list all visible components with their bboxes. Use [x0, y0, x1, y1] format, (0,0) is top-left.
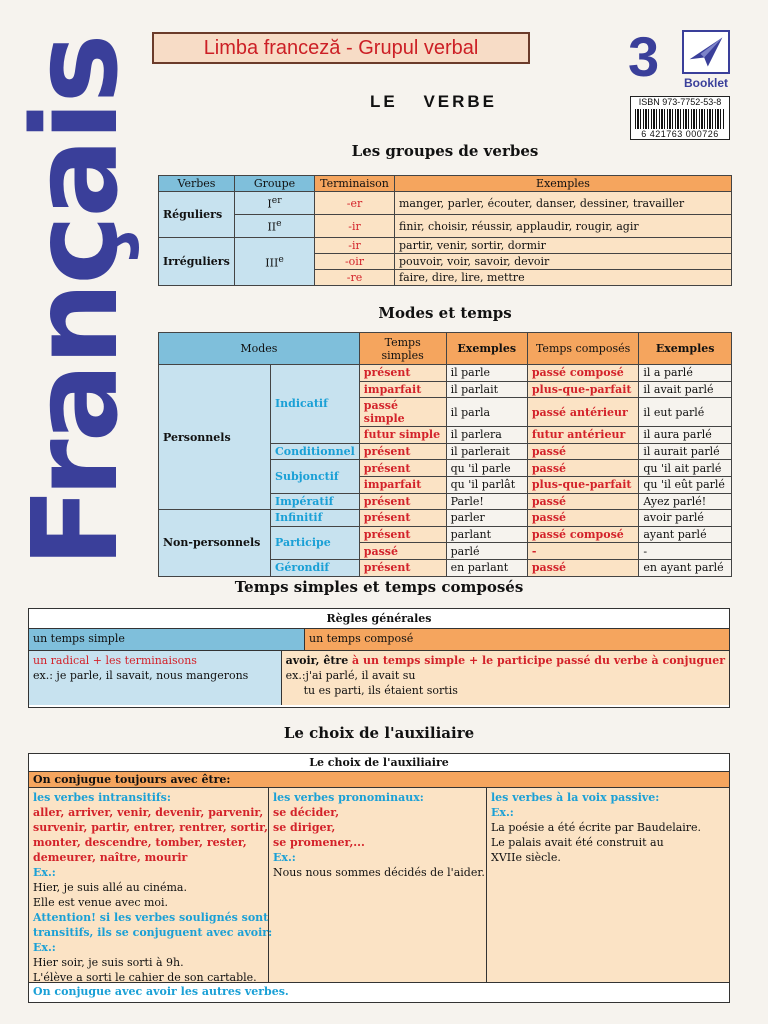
col-exemples-1: Exemples: [446, 333, 527, 365]
compose-aux: avoir, être: [285, 654, 349, 667]
ex-label: Ex.:: [491, 806, 514, 819]
simple-tense: imparfait: [359, 476, 446, 493]
isbn-barcode: [630, 96, 730, 140]
compound-example: Ayez parlé!: [639, 493, 732, 510]
compound-tense: passé composé: [527, 526, 639, 543]
simple-tense: présent: [359, 443, 446, 460]
compound-tense: plus-que-parfait: [527, 476, 639, 493]
example-line: Hier soir, je suis sorti à 9h.: [33, 956, 184, 969]
simple-body: [29, 651, 282, 705]
compound-tense: -: [527, 543, 639, 560]
subject-separator: -: [346, 37, 353, 59]
barcode-digits: 6 421763 000726: [641, 129, 719, 139]
compound-example: il a parlé: [639, 365, 732, 382]
page-heading: LE VERBE: [370, 92, 498, 111]
ex-label: Ex.:: [33, 941, 56, 954]
compound-example: en ayant parlé: [639, 559, 732, 576]
mode-row: [159, 365, 732, 382]
tenses-rules-box: [28, 608, 730, 708]
col-temps-simples: Temps simples: [359, 333, 446, 365]
simple-tense: présent: [359, 365, 446, 382]
mode-row: [159, 510, 732, 527]
compound-example: ayant parlé: [639, 526, 732, 543]
verbs-line: monter, descendre, tomber, rester,: [33, 836, 247, 849]
compound-example: il eut parlé: [639, 398, 732, 427]
col-exemples: Exemples: [395, 176, 732, 192]
rules-title: Règles générales: [29, 609, 729, 629]
example-line: Hier, je suis allé au cinéma.: [33, 881, 187, 894]
gerondif-label: Gérondif: [271, 559, 360, 576]
paper-plane-icon: [682, 30, 730, 74]
term-re: -re: [315, 270, 395, 286]
example-line: Elle est venue avec moi.: [33, 896, 169, 909]
group-2: IIe: [235, 215, 315, 238]
regular-label: Réguliers: [159, 192, 235, 238]
participe-label: Participe: [271, 526, 360, 559]
booklet-label: Booklet: [684, 76, 729, 90]
compound-tense: passé: [527, 559, 639, 576]
compound-tense: futur antérieur: [527, 427, 639, 444]
simple-tense: présent: [359, 493, 446, 510]
simple-example: Parle!: [446, 493, 527, 510]
compose-body: [282, 651, 729, 705]
example-line: Nous nous sommes décidés de l'aider.: [273, 866, 485, 879]
col-modes: Modes: [159, 333, 360, 365]
compound-tense: plus-que-parfait: [527, 381, 639, 398]
compose-rule: à un temps simple + le participe passé du verbe à conjuguer: [348, 654, 725, 667]
compound-example: il aura parlé: [639, 427, 732, 444]
isbn-text: ISBN 973-7752-53-8: [638, 97, 722, 107]
simple-example: il parle: [446, 365, 527, 382]
verbs-line: aller, arriver, venir, devenir, parvenir,: [33, 806, 264, 819]
example-line: L'élève a sorti le cahier de son cartable.: [33, 971, 257, 984]
intransitifs-head: les verbes intransitifs:: [33, 791, 171, 804]
ex-label: Ex.:: [273, 851, 296, 864]
ex-re: faire, dire, lire, mettre: [395, 270, 732, 286]
attention-line: transitifs, ils se conjuguent avec avoir:: [33, 926, 273, 939]
avoir-line: On conjugue avec avoir les autres verbes.: [29, 982, 729, 1000]
verbs-line: se décider,: [273, 806, 340, 819]
modes-table: [158, 332, 732, 577]
non_personnels-label: Non-personnels: [159, 510, 271, 576]
example-line: XVIIe siècle.: [491, 851, 561, 864]
compound-tense: passé antérieur: [527, 398, 639, 427]
col-verbes: Verbes: [159, 176, 235, 192]
compound-tense: passé composé: [527, 365, 639, 382]
term-ir3: -ir: [315, 238, 395, 254]
ex-oir: pouvoir, voir, savoir, devoir: [395, 254, 732, 270]
passive-head: les verbes à la voix passive:: [491, 791, 660, 804]
verbs-line: se promener,...: [273, 836, 365, 849]
aux-title: Le choix de l'auxiliaire: [283, 724, 475, 742]
term-er: -er: [315, 192, 395, 215]
compound-example: avoir parlé: [639, 510, 732, 527]
attention-line: Attention! si les verbes soulignés sont: [33, 911, 269, 924]
irregular-label: Irréguliers: [159, 238, 235, 286]
term-oir: -oir: [315, 254, 395, 270]
example-line: Le palais avait été construit au: [491, 836, 664, 849]
personnels-label: Personnels: [159, 365, 271, 510]
compound-tense: passé: [527, 493, 639, 510]
simple-example: qu 'il parle: [446, 460, 527, 477]
compound-example: il aurait parlé: [639, 443, 732, 460]
infinitif-label: Infinitif: [271, 510, 360, 527]
simple-tense: futur simple: [359, 427, 446, 444]
side-title: Français: [6, 36, 144, 568]
booklet-number: 3: [628, 25, 660, 88]
aux-col-passive: [487, 788, 729, 982]
pronominaux-head: les verbes pronominaux:: [273, 791, 424, 804]
col-temps-composes: Temps composés: [527, 333, 639, 365]
imperatif-label: Impératif: [271, 493, 360, 510]
term-ir: -ir: [315, 215, 395, 238]
compound-tense: passé: [527, 460, 639, 477]
etre-head: On conjugue toujours avec être:: [29, 772, 729, 788]
compose-head: un temps composé: [305, 629, 729, 651]
simple-rule: un radical + les terminaisons: [33, 654, 197, 667]
simple-example: ex.: je parle, il savait, nous mangerons: [33, 669, 249, 682]
simple-example: en parlant: [446, 559, 527, 576]
col-terminaison: Terminaison: [315, 176, 395, 192]
subject-left: Limba franceză: [203, 37, 341, 59]
ex-ir: finir, choisir, réussir, applaudir, rougir, agir: [395, 215, 732, 238]
col-exemples-2: Exemples: [639, 333, 732, 365]
simple-example: qu 'il parlât: [446, 476, 527, 493]
simple-example: il parlait: [446, 381, 527, 398]
compound-example: il avait parlé: [639, 381, 732, 398]
simple-example: il parla: [446, 398, 527, 427]
ex-label: Ex.:: [33, 866, 56, 879]
simple-tense: présent: [359, 510, 446, 527]
simple-tense: passé simple: [359, 398, 446, 427]
example-line: La poésie a été écrite par Baudelaire.: [491, 821, 702, 834]
group-1: Ier: [235, 192, 315, 215]
aux-box: [28, 753, 730, 1003]
group-3: IIIe: [235, 238, 315, 286]
ex-ir3: partir, venir, sortir, dormir: [395, 238, 732, 254]
simple-example: parlé: [446, 543, 527, 560]
ex-er: manger, parler, écouter, danser, dessiner, travailler: [395, 192, 732, 215]
verbs-line: se diriger,: [273, 821, 336, 834]
subject-banner: [152, 32, 530, 64]
groups-title: Les groupes de verbes: [351, 142, 539, 160]
aux-col-pronominaux: [269, 788, 487, 982]
col-groupe: Groupe: [235, 176, 315, 192]
compose-example-1: ex.:j'ai parlé, il avait su: [285, 669, 416, 682]
simple-tense: imparfait: [359, 381, 446, 398]
simple-head: un temps simple: [29, 629, 305, 651]
booklet-logo: [628, 25, 734, 96]
conditionnel-label: Conditionnel: [271, 443, 360, 460]
aux-box-title: Le choix de l'auxiliaire: [29, 754, 729, 772]
groups-table: [158, 175, 732, 286]
simple-example: parler: [446, 510, 527, 527]
tenses-title: Temps simples et temps composés: [234, 578, 524, 596]
verbs-line: survenir, partir, entrer, rentrer, sortir,: [33, 821, 268, 834]
compound-example: -: [639, 543, 732, 560]
simple-example: il parlera: [446, 427, 527, 444]
indicatif-label: Indicatif: [271, 365, 360, 444]
simple-tense: passé: [359, 543, 446, 560]
compound-tense: passé: [527, 443, 639, 460]
subjonctif-label: Subjonctif: [271, 460, 360, 493]
compose-example-2: tu es parti, ils étaient sortis: [303, 684, 458, 697]
simple-example: il parlerait: [446, 443, 527, 460]
modes-title: Modes et temps: [378, 304, 512, 322]
barcode-icon: [635, 109, 725, 129]
aux-col-intransitifs: [29, 788, 273, 984]
compound-tense: passé: [527, 510, 639, 527]
verbs-line: demeurer, naître, mourir: [33, 851, 188, 864]
simple-example: parlant: [446, 526, 527, 543]
compound-example: qu 'il ait parlé: [639, 460, 732, 477]
simple-tense: présent: [359, 460, 446, 477]
simple-tense: présent: [359, 559, 446, 576]
subject-right: Grupul verbal: [358, 37, 479, 59]
simple-tense: présent: [359, 526, 446, 543]
compound-example: qu 'il eût parlé: [639, 476, 732, 493]
